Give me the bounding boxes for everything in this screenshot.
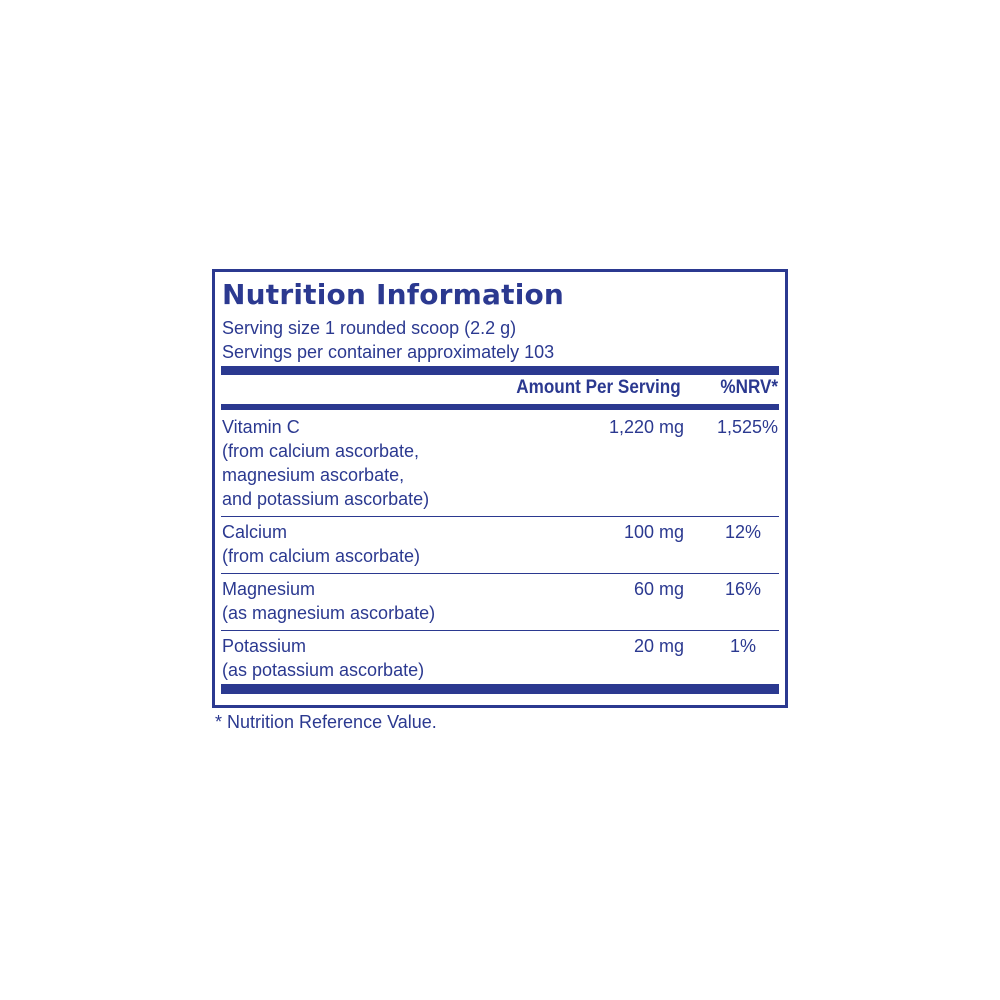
footnote: * Nutrition Reference Value. [215,712,437,732]
bottom-divider-bar [221,684,779,694]
nutrient-source-line: (from calcium ascorbate) [222,546,421,566]
nutrient-source-line: (from calcium ascorbate, [222,441,420,461]
servings-per-container: Servings per container approximately 103 [222,342,555,362]
nutrient-source-line: magnesium ascorbate, [222,465,405,485]
panel-title: Nutrition Information [222,278,565,311]
nutrient-nrv: 1,525% [716,417,778,437]
nutrient-source-line: (as potassium ascorbate) [222,660,425,680]
table-row [221,577,779,625]
nutrient-name-line: Potassium [222,636,307,656]
nutrient-name-line: Magnesium [222,579,316,599]
nutrient-name [222,415,429,511]
nutrient-amount: 20 mg [633,636,684,656]
column-header-amount: Amount Per Serving [516,377,681,398]
serving-size: Serving size 1 rounded scoop (2.2 g) [222,318,517,338]
nutrient-nrv: 16% [724,579,762,599]
row-divider [221,630,779,631]
table-row [221,634,779,682]
table-row [221,415,779,511]
nutrient-name [222,634,424,682]
top-divider-bar [221,366,779,375]
row-divider [221,516,779,517]
nutrient-nrv: 12% [724,522,762,542]
table-row [221,520,779,568]
nutrition-panel [212,269,788,708]
row-divider [221,573,779,574]
nutrient-name-line: Vitamin C [222,417,300,437]
nutrient-nrv: 1% [729,636,756,656]
nutrient-source-line: (as magnesium ascorbate) [222,603,436,623]
nutrient-name [222,577,435,625]
nutrient-amount: 100 mg [623,522,684,542]
nutrient-name-line: Calcium [222,522,288,542]
nutrient-amount: 1,220 mg [608,417,684,437]
column-header-nrv: %NRV* [720,377,778,398]
nutrient-name [222,520,420,568]
nutrient-amount: 60 mg [633,579,684,599]
header-divider-bar [221,404,779,410]
nutrient-source-line: and potassium ascorbate) [222,489,430,509]
